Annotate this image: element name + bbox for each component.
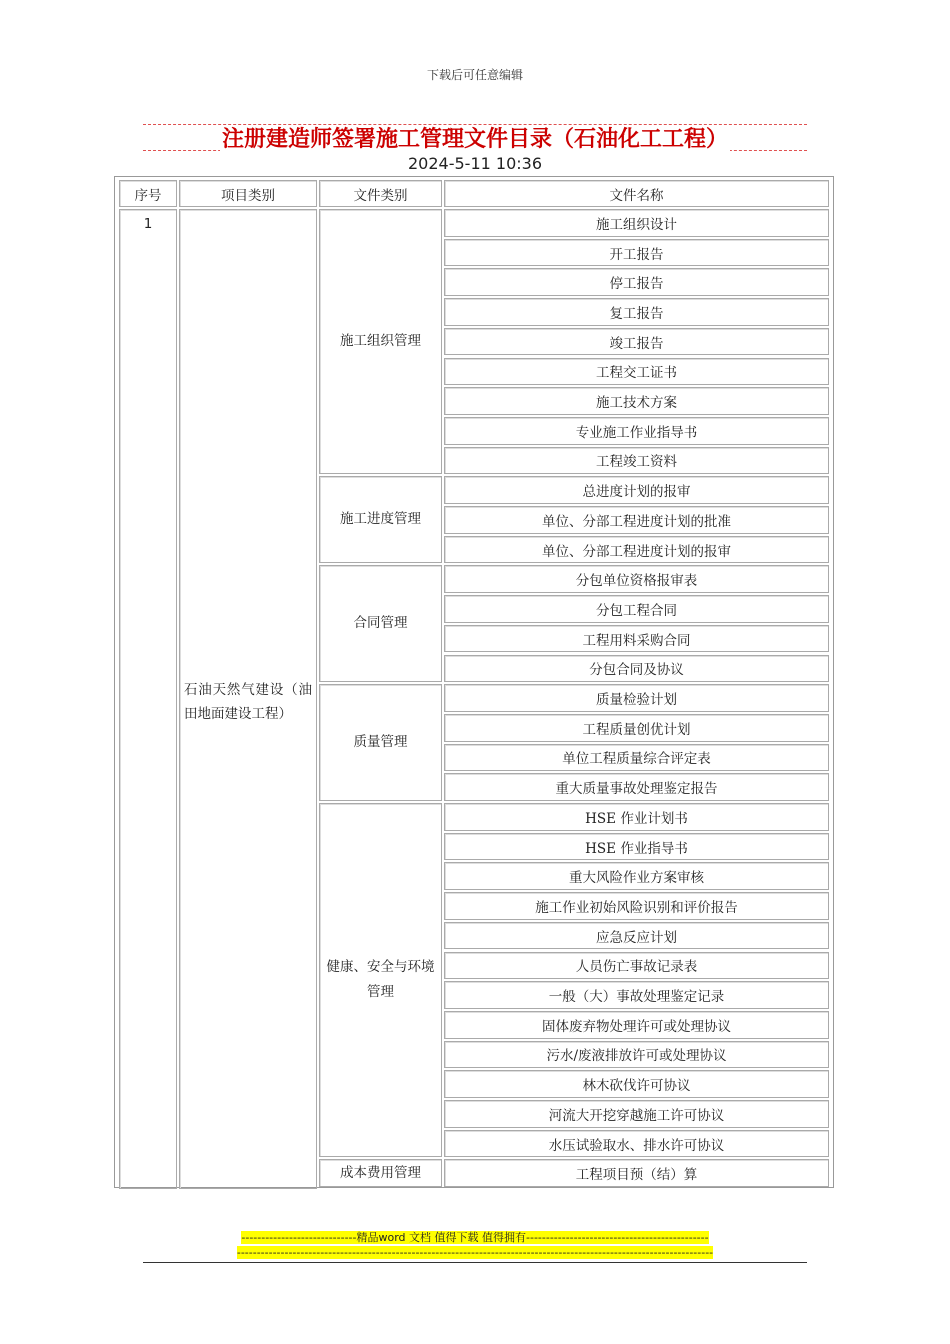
file-name: 一般（大）事故处理鉴定记录 (444, 981, 829, 1009)
file-name: 施工作业初始风险识别和评价报告 (444, 892, 829, 920)
file-name: 单位、分部工程进度计划的批准 (444, 506, 829, 534)
file-name: 工程竣工资料 (444, 447, 829, 475)
file-name: 停工报告 (444, 268, 829, 296)
row-number: 1 (119, 209, 177, 1189)
file-name: 专业施工作业指导书 (444, 417, 829, 445)
file-name: 分包合同及协议 (444, 655, 829, 683)
file-name: 应急反应计划 (444, 922, 829, 950)
footer-line-2 (0, 1245, 950, 1259)
file-name: 总进度计划的报审 (444, 476, 829, 504)
footer-text-1: -----------------------------精品word 文档 值得下载 值得拥有---------------------------------------------- (241, 1231, 709, 1244)
file-name: 复工报告 (444, 298, 829, 326)
file-name: 单位工程质量综合评定表 (444, 744, 829, 772)
file-name: 工程质量创优计划 (444, 714, 829, 742)
file-name: 重大风险作业方案审核 (444, 862, 829, 890)
file-name: 质量检验计划 (444, 684, 829, 712)
table-header-0: 序号 (119, 180, 177, 207)
file-category: 施工进度管理 (319, 476, 442, 563)
table-header-1: 项目类别 (179, 180, 317, 207)
file-name: HSE 作业计划书 (444, 803, 829, 831)
table-header-2: 文件类别 (319, 180, 442, 207)
file-name: 竣工报告 (444, 328, 829, 356)
file-name: 工程项目预（结）算 (444, 1159, 829, 1187)
document-date: 2024-5-11 10:36 (408, 154, 542, 173)
page-title-text: 注册建造师签署施工管理文件目录（石油化工工程） (221, 126, 728, 152)
table-header-3: 文件名称 (444, 180, 829, 207)
file-name: 工程交工证书 (444, 358, 829, 386)
file-name: 固体废弃物处理许可或处理协议 (444, 1011, 829, 1039)
file-name: 工程用料采购合同 (444, 625, 829, 653)
file-name: 施工技术方案 (444, 387, 829, 415)
file-name: 分包单位资格报审表 (444, 565, 829, 593)
file-name: 单位、分部工程进度计划的报审 (444, 536, 829, 564)
file-name: 开工报告 (444, 239, 829, 267)
file-name: HSE 作业指导书 (444, 833, 829, 861)
footer-line-1 (0, 1229, 950, 1245)
page-title (143, 122, 807, 153)
file-category: 健康、安全与环境管理 (319, 803, 442, 1157)
file-name: 重大质量事故处理鉴定报告 (444, 773, 829, 801)
file-name: 水压试验取水、排水许可协议 (444, 1130, 829, 1158)
file-name: 林木砍伐许可协议 (444, 1070, 829, 1098)
file-name: 施工组织设计 (444, 209, 829, 237)
footer-text-2: ------------------------------------------------------------------------------------------------------------------------ (236, 1246, 714, 1259)
footer-rule (143, 1262, 807, 1263)
file-name: 污水/废液排放许可或处理协议 (444, 1041, 829, 1069)
project-category: 石油天然气建设（油田地面建设工程） (179, 209, 317, 1189)
header-note: 下载后可任意编辑 (426, 68, 523, 82)
file-name: 河流大开挖穿越施工许可协议 (444, 1100, 829, 1128)
file-name: 分包工程合同 (444, 595, 829, 623)
file-name: 人员伤亡事故记录表 (444, 952, 829, 980)
file-category: 质量管理 (319, 684, 442, 801)
file-category: 合同管理 (319, 565, 442, 682)
file-category: 成本费用管理 (319, 1159, 442, 1187)
file-category: 施工组织管理 (319, 209, 442, 474)
title-block (143, 120, 807, 154)
document-table (114, 176, 834, 1188)
